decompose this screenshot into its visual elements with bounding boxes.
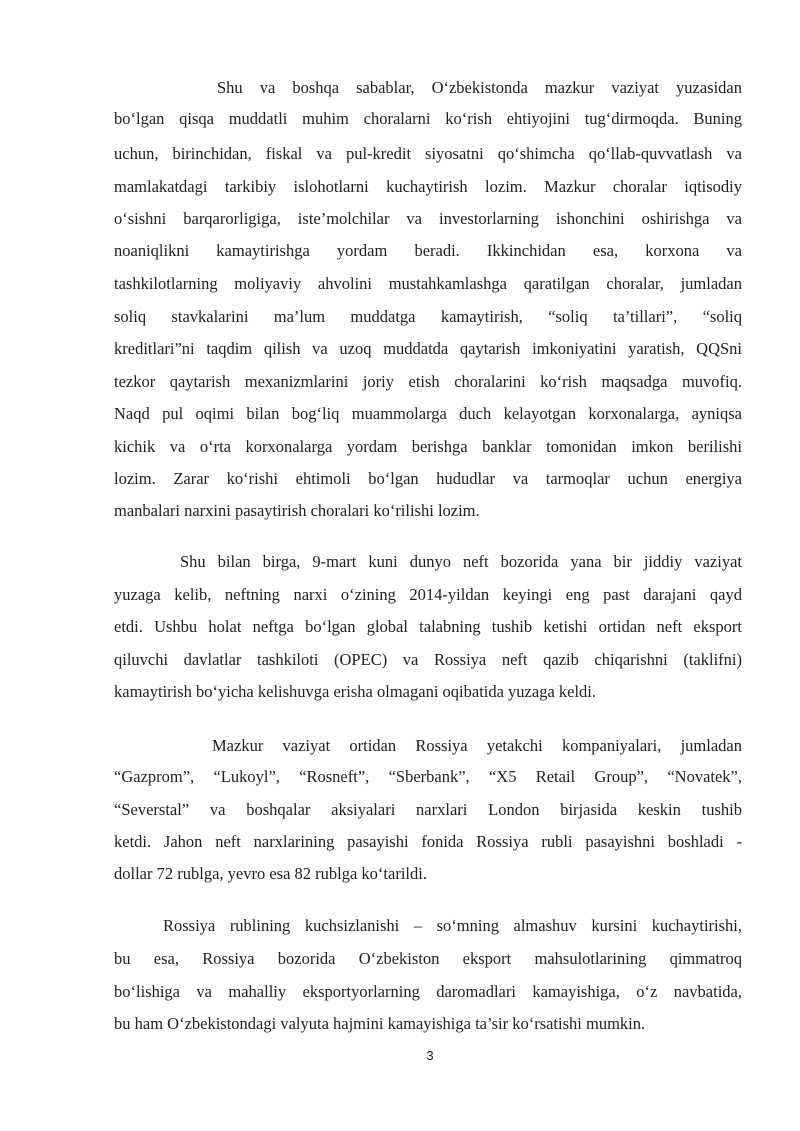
paragraph-2-line: Shu bilan birga, 9-mart kuni dunyo neft bozorida yana bir jiddiy vaziyat [180, 552, 742, 571]
paragraph-4-line: bo‘lishiga va mahalliy eksportyorlarning daromadlari kamayishiga, o‘z navbatida, [114, 982, 742, 1001]
paragraph-2-line: kamaytirish bo‘yicha kelishuvga erisha olmagani oqibatida yuzaga keldi. [114, 682, 597, 701]
paragraph-3-line: ketdi. Jahon neft narxlarining pasayishi fonida Rossiya rubli pasayishni boshladi - [114, 832, 742, 851]
paragraph-1-line: soliq stavkalarini ma’lum muddatga kamaytirish, “soliq ta’tillari”, “soliq [114, 307, 742, 326]
paragraph-3-line: “Gazprom”, “Lukoyl”, “Rosneft”, “Sberbank”, “X5 Retail Group”, “Novatek”, [114, 767, 742, 786]
paragraph-1-line: o‘sishni barqarorligiga, iste’molchilar va investorlarning ishonchini oshirishga va [114, 209, 742, 228]
paragraph-4-line: bu esa, Rossiya bozorida O‘zbekiston eksport mahsulotlarining qimmatroq [114, 949, 742, 968]
page-number: 3 [426, 1048, 434, 1063]
paragraph-2-line: qiluvchi davlatlar tashkiloti (OPEC) va Rossiya neft qazib chiqarishni (taklifni) [114, 650, 742, 669]
paragraph-3-line: Mazkur vaziyat ortidan Rossiya yetakchi kompaniyalari, jumladan [212, 736, 742, 755]
paragraph-2-line: etdi. Ushbu holat neftga bo‘lgan global talabning tushib ketishi ortidan neft eksport [114, 617, 742, 636]
paragraph-4-line: Rossiya rublining kuchsizlanishi – so‘mning almashuv kursini kuchaytirishi, [163, 916, 742, 935]
paragraph-1-line: bo‘lgan qisqa muddatli muhim choralarni ko‘rish ehtiyojini tug‘dirmoqda. Buning [114, 109, 742, 128]
paragraph-1-line: manbalari narxini pasaytirish choralari ko‘rilishi lozim. [114, 501, 480, 520]
paragraph-1-line: tezkor qaytarish mexanizmlarini joriy etish choralarini ko‘rish maqsadga muvofiq. [114, 372, 742, 391]
paragraph-4-line: bu ham O‘zbekistondagi valyuta hajmini kamayishiga ta’sir ko‘rsatishi mumkin. [114, 1014, 646, 1033]
paragraph-1-line: noaniqlikni kamaytirishga yordam beradi. Ikkinchidan esa, korxona va [114, 241, 742, 260]
paragraph-1-line: uchun, birinchidan, fiskal va pul-kredit siyosatni qo‘shimcha qo‘llab-quvvatlash va [114, 144, 742, 163]
paragraph-1-line: Shu va boshqa sabablar, O‘zbekistonda mazkur vaziyat yuzasidan [217, 78, 742, 97]
paragraph-3-line: “Severstal” va boshqalar aksiyalari narxlari London birjasida keskin tushib [114, 800, 742, 819]
paragraph-1-line: mamlakatdagi tarkibiy islohotlarni kuchaytirish lozim. Mazkur choralar iqtisodiy [114, 177, 742, 196]
paragraph-1-line: lozim. Zarar ko‘rishi ehtimoli bo‘lgan hududlar va tarmoqlar uchun energiya [114, 469, 742, 488]
paragraph-3-line: dollar 72 rublga, yevro esa 82 rublga ko‘tarildi. [114, 864, 427, 883]
paragraph-1-line: Naqd pul oqimi bilan bog‘liq muammolarga duch kelayotgan korxonalarga, ayniqsa [114, 404, 742, 423]
paragraph-2-line: yuzaga kelib, neftning narxi o‘zining 2014-yildan keyingi eng past darajani qayd [114, 585, 742, 604]
paragraph-1-line: kichik va o‘rta korxonalarga yordam berishga banklar tomonidan imkon berilishi [114, 437, 742, 456]
paragraph-1-line: kreditlari”ni taqdim qilish va uzoq muddatda qaytarish imkoniyatini yaratish, QQSni [114, 339, 742, 358]
paragraph-1-line: tashkilotlarning moliyaviy ahvolini mustahkamlashga qaratilgan choralar, jumladan [114, 274, 742, 293]
